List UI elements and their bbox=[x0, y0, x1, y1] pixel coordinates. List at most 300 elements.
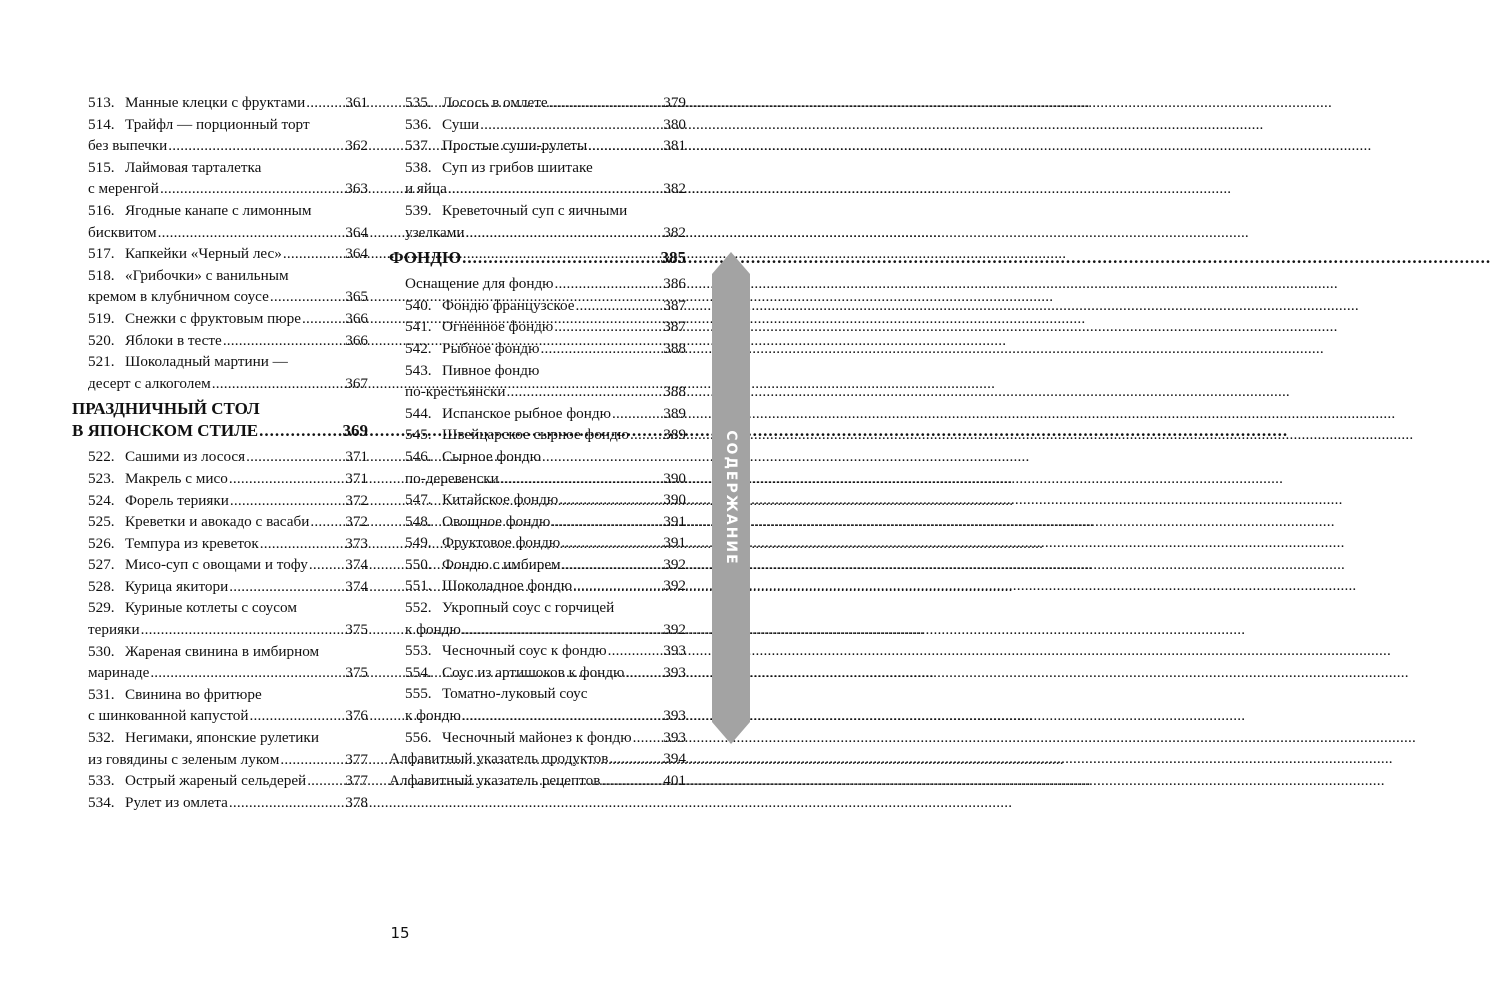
toc-page-number: 362 bbox=[345, 137, 368, 155]
toc-entry-text: Пивное фондю bbox=[442, 361, 540, 379]
toc-entry-line bbox=[405, 446, 686, 468]
leader-dots bbox=[573, 575, 662, 597]
toc-entry-line bbox=[389, 247, 686, 269]
toc-entry-title bbox=[405, 727, 632, 749]
toc-entry-line bbox=[88, 619, 368, 641]
toc-entry-text: Сашими из лосося bbox=[125, 448, 246, 466]
toc-entry bbox=[389, 360, 686, 403]
toc-entry-title bbox=[88, 576, 228, 598]
toc-entry bbox=[72, 200, 368, 243]
toc-entry-line bbox=[88, 135, 368, 157]
toc-entry-title: без выпечки bbox=[88, 137, 168, 155]
toc-entry-line bbox=[405, 597, 686, 619]
toc-entry-title bbox=[405, 683, 587, 705]
toc-entry-number: 543. bbox=[405, 361, 432, 379]
toc-entry-title: по-деревенски bbox=[405, 469, 499, 487]
toc-entry-number: 550. bbox=[405, 555, 432, 573]
toc-entry-number: 528. bbox=[88, 577, 115, 595]
toc-entry-text: Трайфл — порционный торт bbox=[125, 115, 310, 133]
toc-entry-title bbox=[88, 770, 306, 792]
toc-entry-number: 530. bbox=[88, 642, 115, 660]
toc-page-number: 372 bbox=[345, 491, 368, 509]
toc-entry bbox=[389, 662, 686, 684]
toc-entry-number: 522. bbox=[88, 448, 115, 466]
toc-page-number: 392 bbox=[663, 577, 686, 595]
toc-entry-number: 539. bbox=[405, 201, 432, 219]
toc-entry-line bbox=[405, 619, 686, 641]
toc-page-number: 389 bbox=[663, 404, 686, 422]
leader-dots bbox=[462, 247, 659, 269]
toc-entry bbox=[72, 770, 368, 792]
toc-entry bbox=[72, 511, 368, 533]
leader-dots bbox=[625, 662, 662, 684]
toc-entry bbox=[72, 576, 368, 598]
toc-entry-number: 542. bbox=[405, 339, 432, 357]
toc-entry-number: 517. bbox=[88, 245, 115, 263]
toc-entry-line bbox=[405, 295, 686, 317]
toc-entry-line bbox=[88, 330, 368, 352]
toc-entry-number: 520. bbox=[88, 331, 115, 349]
toc-entry-title bbox=[88, 792, 228, 814]
toc-page-number: 377 bbox=[345, 772, 368, 790]
toc-entry-title: узелками bbox=[405, 223, 465, 241]
toc-entry-line bbox=[88, 373, 368, 395]
toc-entry-number: 553. bbox=[405, 642, 432, 660]
toc-entry-line bbox=[88, 554, 368, 576]
toc-page-number: 401 bbox=[663, 771, 686, 789]
toc-entry-title bbox=[405, 295, 574, 317]
toc-entry bbox=[72, 792, 368, 814]
toc-entry-text: Фондю французское bbox=[442, 296, 575, 314]
toc-entry-line bbox=[88, 92, 368, 114]
toc-page-number: 381 bbox=[663, 137, 686, 155]
toc-entry bbox=[389, 114, 686, 136]
toc-entry-title: маринаде bbox=[88, 664, 150, 682]
toc-entry-title: В ЯПОНСКОМ СТИЛЕ bbox=[72, 421, 259, 441]
toc-entry-text: Фруктовое фондю bbox=[442, 534, 561, 552]
toc-entry-text: Чесночный майонез к фондю bbox=[442, 728, 632, 746]
toc-entry bbox=[389, 446, 686, 489]
toc-entry-line bbox=[405, 640, 686, 662]
toc-entry-text: Рулет из омлета bbox=[125, 793, 228, 811]
toc-entry-title bbox=[405, 316, 553, 338]
toc-entry-line bbox=[88, 114, 368, 136]
toc-page-number: 374 bbox=[345, 577, 368, 595]
toc-entry-number: 541. bbox=[405, 318, 432, 336]
leader-dots bbox=[462, 619, 662, 641]
toc-entry-number: 556. bbox=[405, 728, 432, 746]
toc-entry-text: Соус из артишоков к фондю bbox=[442, 663, 625, 681]
toc-entry-line bbox=[405, 338, 686, 360]
toc-entry-text: Фондю с имбирем bbox=[442, 555, 561, 573]
toc-entry-title bbox=[88, 330, 222, 352]
toc-entry-line bbox=[405, 178, 686, 200]
toc-entry-number: 534. bbox=[88, 793, 115, 811]
toc-page-number: 361 bbox=[345, 94, 368, 111]
toc-entry-line bbox=[389, 748, 686, 770]
toc-entry-line bbox=[88, 749, 368, 771]
toc-entry-line bbox=[405, 532, 686, 554]
section-side-tab bbox=[712, 274, 750, 722]
toc-entry-text: Огненное фондю bbox=[442, 318, 554, 336]
toc-entry-line bbox=[88, 286, 368, 308]
toc-page-number: 390 bbox=[663, 469, 686, 487]
toc-entry-text: Лаймовая тарталетка bbox=[125, 158, 262, 176]
toc-entry bbox=[389, 575, 686, 597]
toc-entry bbox=[72, 92, 368, 114]
toc-entry bbox=[389, 316, 686, 338]
toc-entry bbox=[389, 424, 686, 446]
toc-entry-line bbox=[88, 490, 368, 512]
toc-entry-line bbox=[405, 157, 686, 179]
toc-entry-number: 537. bbox=[405, 137, 432, 155]
toc-entry-number: 516. bbox=[88, 201, 115, 219]
toc-entry-line bbox=[88, 222, 368, 244]
leader-dots bbox=[561, 532, 662, 554]
toc-entry-line bbox=[405, 403, 686, 425]
toc-entry-title bbox=[88, 684, 262, 706]
toc-page-number: 366 bbox=[345, 331, 368, 349]
toc-page-number: 390 bbox=[663, 491, 686, 509]
toc-entry-number: 544. bbox=[405, 404, 432, 422]
toc-entry-line bbox=[88, 770, 368, 792]
toc-index-entry bbox=[389, 748, 686, 770]
toc-page-number: 392 bbox=[663, 555, 686, 573]
leader-dots bbox=[554, 316, 662, 338]
toc-entry-text: Рыбное фондю bbox=[442, 339, 540, 357]
toc-entry-text: Курица якитори bbox=[125, 577, 229, 595]
toc-entry bbox=[389, 683, 686, 726]
toc-page-number: 379 bbox=[663, 94, 686, 111]
toc-entry-line bbox=[405, 92, 686, 114]
toc-entry-title bbox=[88, 92, 305, 114]
toc-entry-number: 533. bbox=[88, 772, 115, 790]
toc-entry-number: 523. bbox=[88, 469, 115, 487]
toc-entry-line bbox=[405, 511, 686, 533]
toc-entry-text: Китайское фондю bbox=[442, 491, 559, 509]
toc-entry-title: ПРАЗДНИЧНЫЙ СТОЛ bbox=[72, 399, 260, 419]
toc-entry-title bbox=[88, 446, 245, 468]
toc-entry-line bbox=[405, 662, 686, 684]
leader-dots bbox=[223, 330, 344, 352]
toc-entry-title bbox=[88, 468, 228, 490]
leader-dots bbox=[229, 468, 344, 490]
toc-entry-title: Алфавитный указатель продуктов bbox=[389, 750, 609, 768]
toc-entry-line bbox=[88, 684, 368, 706]
toc-page-number: 382 bbox=[663, 223, 686, 241]
toc-entry-number: 546. bbox=[405, 447, 432, 465]
leader-dots bbox=[249, 705, 344, 727]
toc-entry bbox=[389, 338, 686, 360]
toc-entry bbox=[389, 200, 686, 243]
toc-entry-text: Укропный соус с горчицей bbox=[442, 599, 615, 617]
toc-entry-line bbox=[88, 792, 368, 814]
toc-entry-line bbox=[405, 200, 686, 222]
toc-entry-title bbox=[405, 597, 614, 619]
toc-entry-line bbox=[88, 265, 368, 287]
toc-entry-title: из говядины с зеленым луком bbox=[88, 750, 280, 768]
toc-page-number: 376 bbox=[345, 707, 368, 725]
toc-entry-line bbox=[88, 157, 368, 179]
toc-entry-line bbox=[88, 662, 368, 684]
leader-dots bbox=[260, 533, 344, 555]
toc-entry-text: Томатно-луковый соус bbox=[442, 685, 588, 703]
toc-page-number: 369 bbox=[342, 421, 368, 441]
toc-entry-line bbox=[88, 727, 368, 749]
toc-entry bbox=[72, 490, 368, 512]
leader-dots bbox=[306, 92, 344, 114]
toc-entry-number: 545. bbox=[405, 426, 432, 444]
leader-dots bbox=[302, 308, 344, 330]
toc-entry-number: 527. bbox=[88, 556, 115, 574]
toc-entry-number: 526. bbox=[88, 534, 115, 552]
toc-entry-title: бисквитом bbox=[88, 223, 157, 241]
leader-dots bbox=[307, 770, 344, 792]
toc-page-number: 388 bbox=[663, 383, 686, 401]
leader-dots bbox=[212, 373, 345, 395]
toc-entry-title bbox=[405, 135, 587, 157]
toc-entry-title bbox=[88, 351, 288, 373]
leader-dots bbox=[588, 135, 662, 157]
toc-entry-line bbox=[88, 533, 368, 555]
toc-entry-text: Форель терияки bbox=[125, 491, 229, 509]
toc-entry bbox=[72, 641, 368, 684]
toc-entry-title bbox=[88, 243, 282, 265]
toc-entry-title bbox=[405, 114, 479, 136]
toc-entry-line bbox=[405, 727, 686, 749]
toc-entry-text: Острый жареный сельдерей bbox=[125, 772, 307, 790]
toc-entry-text: Шоколадный мартини — bbox=[125, 353, 288, 371]
toc-entry-text: Яблоки в тесте bbox=[125, 331, 222, 349]
toc-entry-title: ФОНДЮ bbox=[389, 248, 462, 268]
toc-entry-number: 518. bbox=[88, 266, 115, 284]
toc-page-number: 364 bbox=[345, 245, 368, 263]
toc-entry-text: Чесночный соус к фондю bbox=[442, 642, 607, 660]
toc-page-number: 364 bbox=[345, 223, 368, 241]
toc-entry-line bbox=[405, 705, 686, 727]
toc-entry bbox=[72, 308, 368, 330]
toc-index-entry bbox=[389, 770, 686, 792]
leader-dots bbox=[540, 338, 662, 360]
toc-entry-title bbox=[405, 403, 611, 425]
toc-entry-number: 548. bbox=[405, 512, 432, 530]
toc-entry-title bbox=[88, 157, 261, 179]
leader-dots bbox=[168, 135, 344, 157]
toc-entry bbox=[72, 351, 368, 394]
leader-dots bbox=[555, 273, 663, 295]
toc-page-number: 393 bbox=[663, 728, 686, 746]
toc-entry-title: Оснащение для фондю bbox=[405, 275, 554, 293]
toc-entry bbox=[389, 554, 686, 576]
toc-page-number: 374 bbox=[345, 556, 368, 574]
toc-entry-number: 531. bbox=[88, 685, 115, 703]
toc-page-number: 394 bbox=[663, 750, 686, 768]
toc-page-number: 365 bbox=[345, 288, 368, 306]
toc-entry-text: Суши bbox=[442, 115, 480, 133]
toc-entry-title bbox=[405, 338, 539, 360]
toc-entry bbox=[72, 157, 368, 200]
toc-entry-text: Манные клецки с фруктами bbox=[125, 94, 306, 111]
toc-entry-title bbox=[405, 662, 624, 684]
toc-entry-title bbox=[88, 727, 319, 749]
leader-dots bbox=[280, 749, 344, 771]
toc-entry-title bbox=[88, 114, 310, 136]
toc-page-number: 393 bbox=[663, 642, 686, 660]
toc-entry-line bbox=[389, 770, 686, 792]
toc-entry-line bbox=[88, 178, 368, 200]
toc-entry bbox=[389, 295, 686, 317]
toc-page-number: 375 bbox=[345, 664, 368, 682]
toc-entry-line bbox=[405, 489, 686, 511]
toc-entry bbox=[389, 135, 686, 157]
leader-dots bbox=[575, 295, 662, 317]
toc-entry-line bbox=[405, 273, 686, 295]
toc-entry-text: Простые суши-рулеты bbox=[442, 137, 588, 155]
toc-entry-text: Мисо-суп с овощами и тофу bbox=[125, 556, 308, 574]
toc-entry-number: 538. bbox=[405, 158, 432, 176]
toc-entry-title bbox=[88, 533, 259, 555]
toc-entry-title bbox=[405, 532, 560, 554]
toc-page-number: 389 bbox=[663, 426, 686, 444]
toc-entry-title bbox=[88, 597, 297, 619]
toc-entry bbox=[389, 532, 686, 554]
toc-page-number: 377 bbox=[345, 750, 368, 768]
toc-entry-number: 552. bbox=[405, 599, 432, 617]
toc-entry-title bbox=[88, 554, 308, 576]
toc-entry bbox=[72, 468, 368, 490]
toc-entry-line bbox=[88, 308, 368, 330]
toc-page-number: 371 bbox=[345, 448, 368, 466]
leader-dots bbox=[158, 222, 345, 244]
toc-entry-line bbox=[405, 135, 686, 157]
toc-entry-number: 513. bbox=[88, 94, 115, 111]
leader-dots bbox=[551, 511, 662, 533]
toc-entry-text: Негимаки, японские рулетики bbox=[125, 729, 319, 747]
leader-dots bbox=[246, 446, 344, 468]
leader-dots bbox=[448, 178, 662, 200]
toc-entry-title bbox=[405, 489, 558, 511]
toc-entry-title bbox=[88, 265, 289, 287]
toc-entry bbox=[389, 511, 686, 533]
leader-dots bbox=[633, 727, 663, 749]
leader-dots bbox=[309, 554, 344, 576]
toc-entry-title bbox=[405, 157, 593, 179]
toc-page-number: 386 bbox=[663, 275, 686, 293]
toc-entry-title bbox=[405, 424, 629, 446]
toc-entry-line bbox=[405, 381, 686, 403]
leader-dots bbox=[270, 286, 344, 308]
toc-entry bbox=[72, 597, 368, 640]
toc-entry-line bbox=[405, 468, 686, 490]
toc-entry-number: 551. bbox=[405, 577, 432, 595]
toc-page-number: 378 bbox=[345, 793, 368, 811]
leader-dots bbox=[259, 420, 341, 442]
toc-entry-text: Капкейки «Черный лес» bbox=[125, 245, 282, 263]
toc-entry-number: 514. bbox=[88, 115, 115, 133]
toc-entry bbox=[389, 597, 686, 640]
toc-entry-title bbox=[405, 640, 607, 662]
toc-entry bbox=[389, 640, 686, 662]
toc-entry-title bbox=[405, 511, 550, 533]
toc-entry-number: 535. bbox=[405, 94, 432, 111]
leader-dots bbox=[462, 705, 662, 727]
toc-entry-title: к фондю bbox=[405, 707, 461, 725]
toc-entry-title bbox=[405, 554, 561, 576]
toc-entry-text: Куриные котлеты с соусом bbox=[125, 599, 297, 617]
toc-entry-text: Креветки и авокадо с васаби bbox=[125, 513, 310, 531]
toc-entry-text: Креветочный суп с яичными bbox=[442, 201, 628, 219]
leader-dots bbox=[283, 243, 344, 265]
toc-entry-line bbox=[405, 316, 686, 338]
toc-entry-text: Жареная свинина в имбирном bbox=[125, 642, 320, 660]
toc-entry-number: 547. bbox=[405, 491, 432, 509]
toc-entry bbox=[389, 403, 686, 425]
toc-entry-text: Испанское рыбное фондю bbox=[442, 404, 611, 422]
leader-dots bbox=[609, 748, 662, 770]
toc-entry-line bbox=[88, 576, 368, 598]
toc-entry-title: кремом в клубничном соусе bbox=[88, 288, 269, 306]
toc-section-heading bbox=[389, 247, 686, 269]
toc-entry-number: 540. bbox=[405, 296, 432, 314]
toc-entry bbox=[72, 330, 368, 352]
toc-entry-line bbox=[88, 641, 368, 663]
toc-entry-number: 555. bbox=[405, 685, 432, 703]
toc-entry-title: десерт с алкоголем bbox=[88, 374, 211, 392]
toc-entry-line bbox=[405, 114, 686, 136]
toc-page-number: 391 bbox=[663, 534, 686, 552]
leader-dots bbox=[608, 640, 663, 662]
toc-section-heading bbox=[72, 398, 368, 442]
toc-page-number: 373 bbox=[345, 534, 368, 552]
toc-page-number: 393 bbox=[663, 707, 686, 725]
toc-entry bbox=[389, 92, 686, 114]
toc-entry-line bbox=[88, 243, 368, 265]
toc-entry-line bbox=[405, 554, 686, 576]
toc-page-number: 385 bbox=[660, 248, 686, 268]
toc-entry-line bbox=[88, 705, 368, 727]
toc-entry-line bbox=[405, 222, 686, 244]
toc-entry-title: и яйца bbox=[405, 180, 447, 198]
toc-entry-text: Ягодные канапе с лимонным bbox=[125, 201, 312, 219]
leader-dots bbox=[559, 489, 662, 511]
toc-entry-text: Сырное фондю bbox=[442, 447, 542, 465]
toc-entry-text: «Грибочки» с ванильным bbox=[125, 266, 289, 284]
leader-dots bbox=[549, 92, 663, 114]
toc-entry bbox=[72, 243, 368, 265]
leader-dots bbox=[229, 576, 344, 598]
toc-entry-line bbox=[72, 398, 368, 420]
toc-entry bbox=[72, 533, 368, 555]
leader-dots bbox=[160, 178, 344, 200]
leader-dots bbox=[507, 381, 663, 403]
toc-entry-title: к фондю bbox=[405, 620, 461, 638]
leader-dots bbox=[480, 114, 662, 136]
toc-page-number: 387 bbox=[663, 296, 686, 314]
toc-entry-line bbox=[405, 575, 686, 597]
toc-entry-line bbox=[405, 360, 686, 382]
toc-page-number: 372 bbox=[345, 513, 368, 531]
toc-entry-line bbox=[88, 468, 368, 490]
toc-page-number: 371 bbox=[345, 469, 368, 487]
toc-page-number: 380 bbox=[663, 115, 686, 133]
toc-entry-number: 529. bbox=[88, 599, 115, 617]
toc-entry-title: Алфавитный указатель рецептов bbox=[389, 771, 601, 789]
toc-entry bbox=[389, 489, 686, 511]
toc-page-number: 363 bbox=[345, 180, 368, 198]
leader-dots bbox=[141, 619, 345, 641]
toc-entry-title bbox=[405, 575, 572, 597]
leader-dots bbox=[562, 554, 663, 576]
